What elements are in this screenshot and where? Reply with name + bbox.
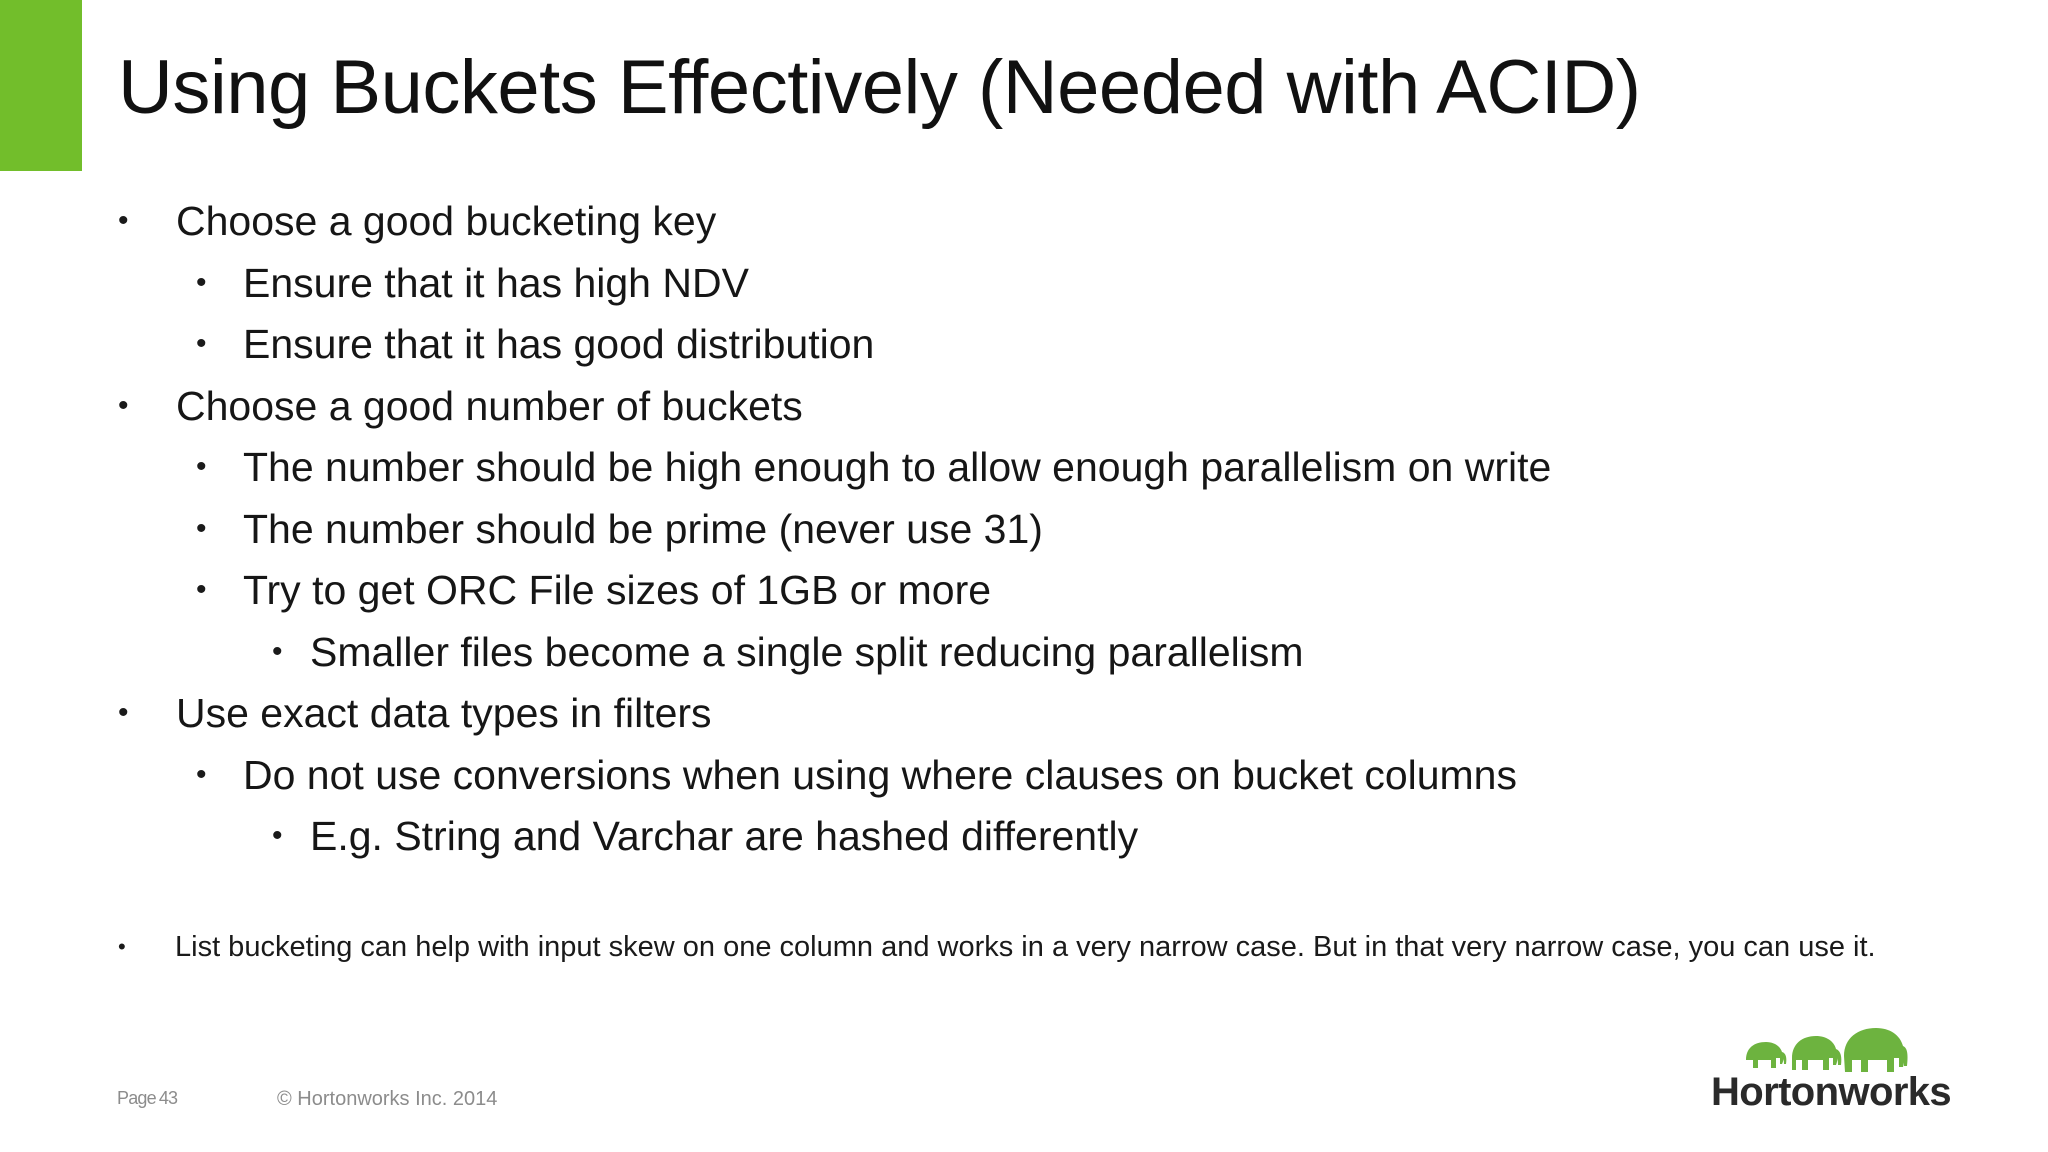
bullet-dot: • <box>118 389 129 422</box>
bullet-level-2: Do not use conversions when using where clauses on bucket columns <box>243 752 1517 798</box>
bullet-dot: • <box>272 635 283 668</box>
bullet-dot: • <box>196 327 207 360</box>
bullet-level-2: Ensure that it has high NDV <box>243 260 749 306</box>
bullet-dot: • <box>118 204 129 237</box>
page-number: 43 <box>158 1088 178 1108</box>
logo-wordmark: Hortonworks <box>1711 1070 1952 1114</box>
bullet-dot: • <box>196 758 207 791</box>
bullet-level-3: E.g. String and Varchar are hashed differently <box>310 813 1139 859</box>
accent-bar <box>0 0 82 171</box>
bullet-level-2: Ensure that it has good distribution <box>243 321 875 367</box>
note-bullet-dot: • <box>118 934 126 959</box>
elephant-herd-icon <box>1738 1020 1908 1072</box>
bullet-dot: • <box>118 696 129 729</box>
bullet-level-1: Choose a good number of buckets <box>176 383 803 429</box>
bullet-level-1: Use exact data types in filters <box>176 690 712 736</box>
bullet-dot: • <box>196 573 207 606</box>
bullet-level-2: The number should be high enough to allow enough parallelism on write <box>243 444 1552 490</box>
page-number-label <box>117 1088 177 1109</box>
bullet-level-3: Smaller files become a single split reducing parallelism <box>310 629 1304 675</box>
slide-title: Using Buckets Effectively (Needed with ACID) <box>118 45 1641 130</box>
page-word: Page <box>117 1088 156 1108</box>
bullet-level-2: Try to get ORC File sizes of 1GB or more <box>243 567 992 613</box>
bullet-dot: • <box>196 450 207 483</box>
copyright-text: © Hortonworks Inc. 2014 <box>277 1088 498 1110</box>
bullet-dot: • <box>272 819 283 852</box>
bullet-level-2: The number should be prime (never use 31) <box>243 506 1043 552</box>
bullet-dot: • <box>196 266 207 299</box>
hortonworks-logo <box>1708 1020 1952 1120</box>
bullet-dot: • <box>196 512 207 545</box>
bullet-level-1: Choose a good bucketing key <box>176 198 717 244</box>
note-bullet-text: List bucketing can help with input skew on one column and works in a very narrow case. But in that very narrow case, you can use it. <box>175 931 1876 963</box>
